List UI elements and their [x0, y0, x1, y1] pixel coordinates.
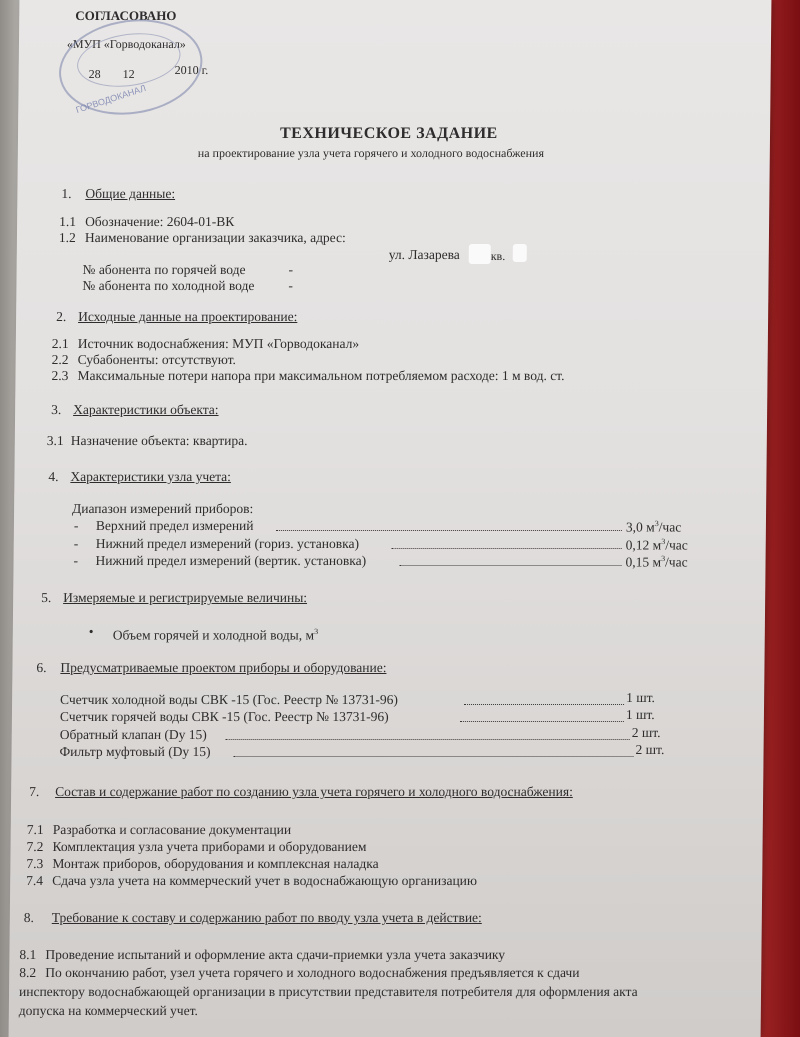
- approval-heading: СОГЛАСОВАНО: [75, 8, 177, 23]
- item-7-1-text: Разработка и согласование документации: [52, 822, 292, 837]
- hot-subscriber-label: № абонента по горячей воде: [82, 262, 246, 277]
- address-redaction-house: [469, 244, 491, 264]
- item-7-1-number: 7.1: [26, 822, 44, 837]
- item-2-3-text: Максимальные потери напора при максимальном потребляемом расходе: 1 м вод. ст.: [77, 368, 565, 383]
- bullet-icon: •: [88, 624, 94, 639]
- section-1-title: Общие данные:: [85, 186, 176, 201]
- section-8-title: Требование к составу и содержанию работ по вводу узла учета в действие:: [51, 910, 482, 925]
- equipment-row-label: Счетчик горячей воды СВК -15 (Гос. Реестр № 13731-96): [59, 709, 389, 724]
- cold-subscriber-label: № абонента по холодной воде: [82, 278, 255, 293]
- item-8-1-text: Проведение испытаний и оформление акта сдачи-приемки узла учета заказчику: [45, 947, 506, 962]
- item-8-2-line-1: По окончанию работ, узел учета горячего и холодного водоснабжения предъявляется к сдачи: [45, 965, 580, 980]
- equipment-row-label: Фильтр муфтовый (Dy 15): [59, 744, 211, 759]
- item-1-1-number: 1.1: [59, 214, 77, 229]
- section-8-number: 8.: [23, 910, 35, 925]
- item-8-2-line-2: инспектору водоснабжающей организации в присутствии представителя потребителя для оформления акта: [18, 984, 638, 999]
- item-2-1-text: Источник водоснабжения: МУП «Горводоканал»: [77, 336, 360, 351]
- item-1-2-text: Наименование организации заказчика, адрес:: [84, 230, 346, 245]
- item-8-2-number: 8.2: [19, 965, 37, 980]
- section-1-number: 1.: [61, 186, 72, 201]
- document-page: [9, 0, 772, 1037]
- item-3-1-text: Назначение объекта: квартира.: [70, 433, 248, 448]
- item-2-3-number: 2.3: [51, 368, 69, 383]
- item-3-1-number: 3.1: [46, 433, 64, 448]
- item-2-1-number: 2.1: [51, 336, 69, 351]
- leader-dots: [276, 530, 622, 531]
- stamp-text: ГОРВОДОКАНАЛ: [74, 82, 148, 116]
- section-2-number: 2.: [56, 309, 67, 324]
- section-6-number: 6.: [36, 660, 47, 675]
- section-2-title: Исходные данные на проектирование:: [78, 309, 298, 324]
- section-7-title: Состав и содержание работ по созданию узла учета горячего и холодного водоснабжения:: [55, 784, 573, 799]
- item-7-2-text: Комплектация узла учета приборами и оборудованием: [52, 839, 367, 854]
- section-5-number: 5.: [41, 590, 52, 605]
- item-8-1-number: 8.1: [19, 947, 37, 962]
- range-row-value: 0,15 $м^3$/час: [625, 554, 688, 570]
- section-3-number: 3.: [51, 402, 62, 417]
- equipment-row-value: 2 шт.: [631, 725, 661, 740]
- item-7-4-number: 7.4: [26, 873, 44, 888]
- approval-date-day: 28: [88, 67, 101, 81]
- hot-subscriber-value: -: [288, 262, 294, 277]
- range-row-label: Нижний предел измерений (вертик. установка): [95, 553, 367, 568]
- customer-address: ул. Лазарева: [388, 247, 460, 262]
- section-7-number: 7.: [29, 784, 40, 799]
- item-1-2-number: 1.2: [58, 230, 76, 245]
- equipment-row-value: 2 шт.: [635, 742, 665, 757]
- section-4-title: Характеристики узла учета:: [70, 469, 232, 484]
- equipment-row-value: 1 шт.: [625, 707, 655, 722]
- address-redaction-apartment: [513, 244, 527, 262]
- item-7-3-number: 7.3: [26, 856, 44, 871]
- item-1-1-text: Обозначение: 2604-01-ВК: [85, 214, 235, 229]
- range-row-dash: -: [73, 536, 79, 551]
- leader-dots: [464, 704, 624, 705]
- leader-dots: [226, 739, 630, 740]
- item-7-3-text: Монтаж приборов, оборудования и комплексная наладка: [52, 856, 379, 871]
- leader-dots: [392, 548, 622, 549]
- range-row-label: Нижний предел измерений (гориз. установка): [95, 536, 360, 551]
- leader-dots: [460, 721, 624, 722]
- item-2-2-number: 2.2: [51, 352, 69, 367]
- equipment-row-label: Обратный клапан (Dy 15): [59, 727, 207, 742]
- range-row-dash: -: [73, 518, 79, 533]
- cold-subscriber-value: -: [288, 278, 294, 293]
- item-7-4-text: Сдача узла учета на коммерческий учет в водоснабжающую организацию: [52, 873, 478, 888]
- section-5-title: Измеряемые и регистрируемые величины:: [63, 590, 308, 605]
- document-title: ТЕХНИЧЕСКОЕ ЗАДАНИЕ: [279, 125, 498, 142]
- section-6-title: Предусматриваемые проектом приборы и оборудование:: [60, 660, 387, 675]
- section-3-title: Характеристики объекта:: [73, 402, 219, 417]
- range-row-value: 3,0 $м^3$/час: [625, 519, 682, 535]
- equipment-row-label: Счетчик холодной воды СВК -15 (Гос. Реестр № 13731-96): [60, 692, 398, 707]
- item-2-2-text: Субабоненты: отсутствуют.: [77, 352, 236, 367]
- range-label: Диапазон измерений приборов:: [72, 501, 254, 516]
- section-4-number: 4.: [48, 469, 59, 484]
- measured-value-item: Объем горячей и холодной воды, $м^3$: [112, 627, 319, 643]
- apartment-label: кв.: [490, 249, 506, 263]
- leader-dots: [234, 756, 634, 757]
- range-row-label: Верхний предел измерений: [95, 518, 254, 533]
- range-row-value: 0,12 $м^3$/час: [625, 537, 688, 553]
- item-8-2-line-3: допуска на коммерческий учет.: [18, 1003, 198, 1018]
- approval-org: «МУП «Горводоканал»: [66, 37, 186, 51]
- leader-dots: [400, 565, 622, 566]
- document-subtitle: на проектирование узла учета горячего и холодного водоснабжения: [197, 146, 545, 160]
- item-7-2-number: 7.2: [26, 839, 44, 854]
- approval-date-month: 12: [122, 67, 135, 81]
- range-row-dash: -: [73, 553, 79, 568]
- equipment-row-value: 1 шт.: [626, 690, 655, 705]
- approval-date-year: 2010 г.: [174, 63, 209, 77]
